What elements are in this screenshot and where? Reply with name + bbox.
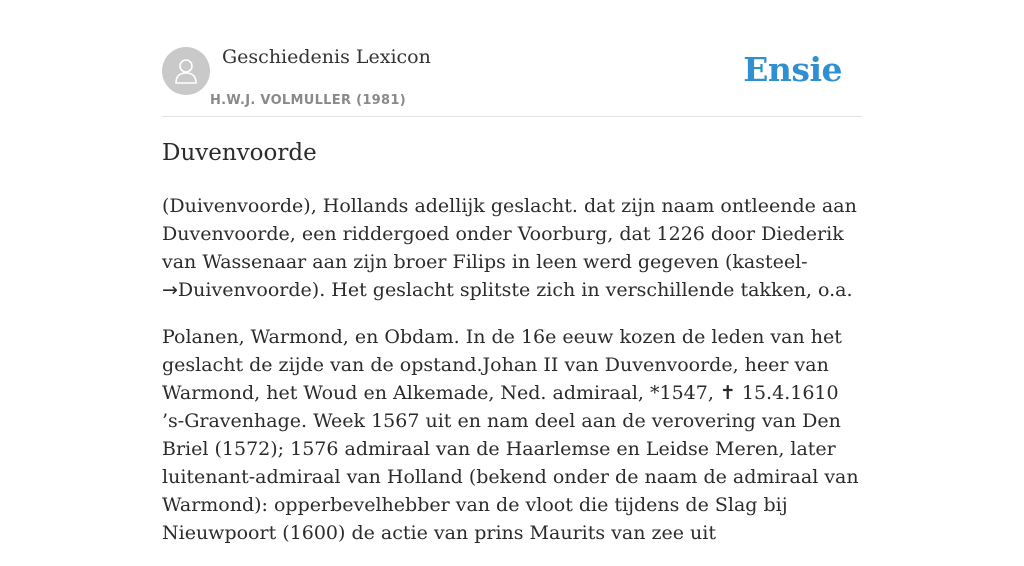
cross-reference-link[interactable]: Duivenvoorde — [177, 279, 312, 301]
lexicon-title[interactable]: Geschiedenis Lexicon — [222, 46, 431, 68]
author-avatar-icon[interactable] — [162, 47, 210, 95]
entry-body — [162, 192, 862, 566]
paragraph-1 — [162, 192, 862, 304]
paragraph-1-text: (Duivenvoorde), Hollands adellijk geslacht. dat zijn naam ontleende aan Duvenvoorde, een riddergoed onder Voorburg, dat 1226 door Diederik van Wassenaar aan zijn broer Filips in leen werd gegeven (kasteel- — [162, 195, 857, 273]
brand-logo[interactable]: Ensie — [743, 50, 842, 89]
author-name[interactable]: H.W.J. VOLMULLER (1981) — [210, 93, 406, 108]
paragraph-2-text-end: 15.4.1610 ’s-Gravenhage. Week 1567 uit en nam deel aan de verovering van Den Briel (1572); 1576 admiraal van de Haarlemse en Leidse Meren, later luitenant-admiraal van Holland (bekend onder de naam de admiraal van Warmond): opperbevelhebber van de vloot die tijdens de Slag bij Nieuwpoort (1600) de actie van prins Maurits van zee uit — [162, 382, 859, 544]
paragraph-2 — [162, 323, 862, 547]
paragraph-2-text: Polanen, Warmond, en Obdam. In de 16e eeuw kozen de leden van het geslacht de zijde van de opstand.Johan II van Duvenvoorde, heer van Warmond, het Woud en Alkemade, Ned. admiraal, *1547, — [162, 326, 842, 404]
article-header — [162, 0, 862, 117]
death-cross-icon: ✝ — [719, 382, 736, 404]
article-page — [162, 0, 862, 544]
arrow-right-icon: → — [162, 279, 178, 301]
user-avatar-icon — [171, 56, 201, 86]
paragraph-1-text-end: ). Het geslacht splitste zich in verschillende takken, o.a. — [311, 279, 853, 301]
entry-title: Duvenvoorde — [162, 140, 317, 166]
